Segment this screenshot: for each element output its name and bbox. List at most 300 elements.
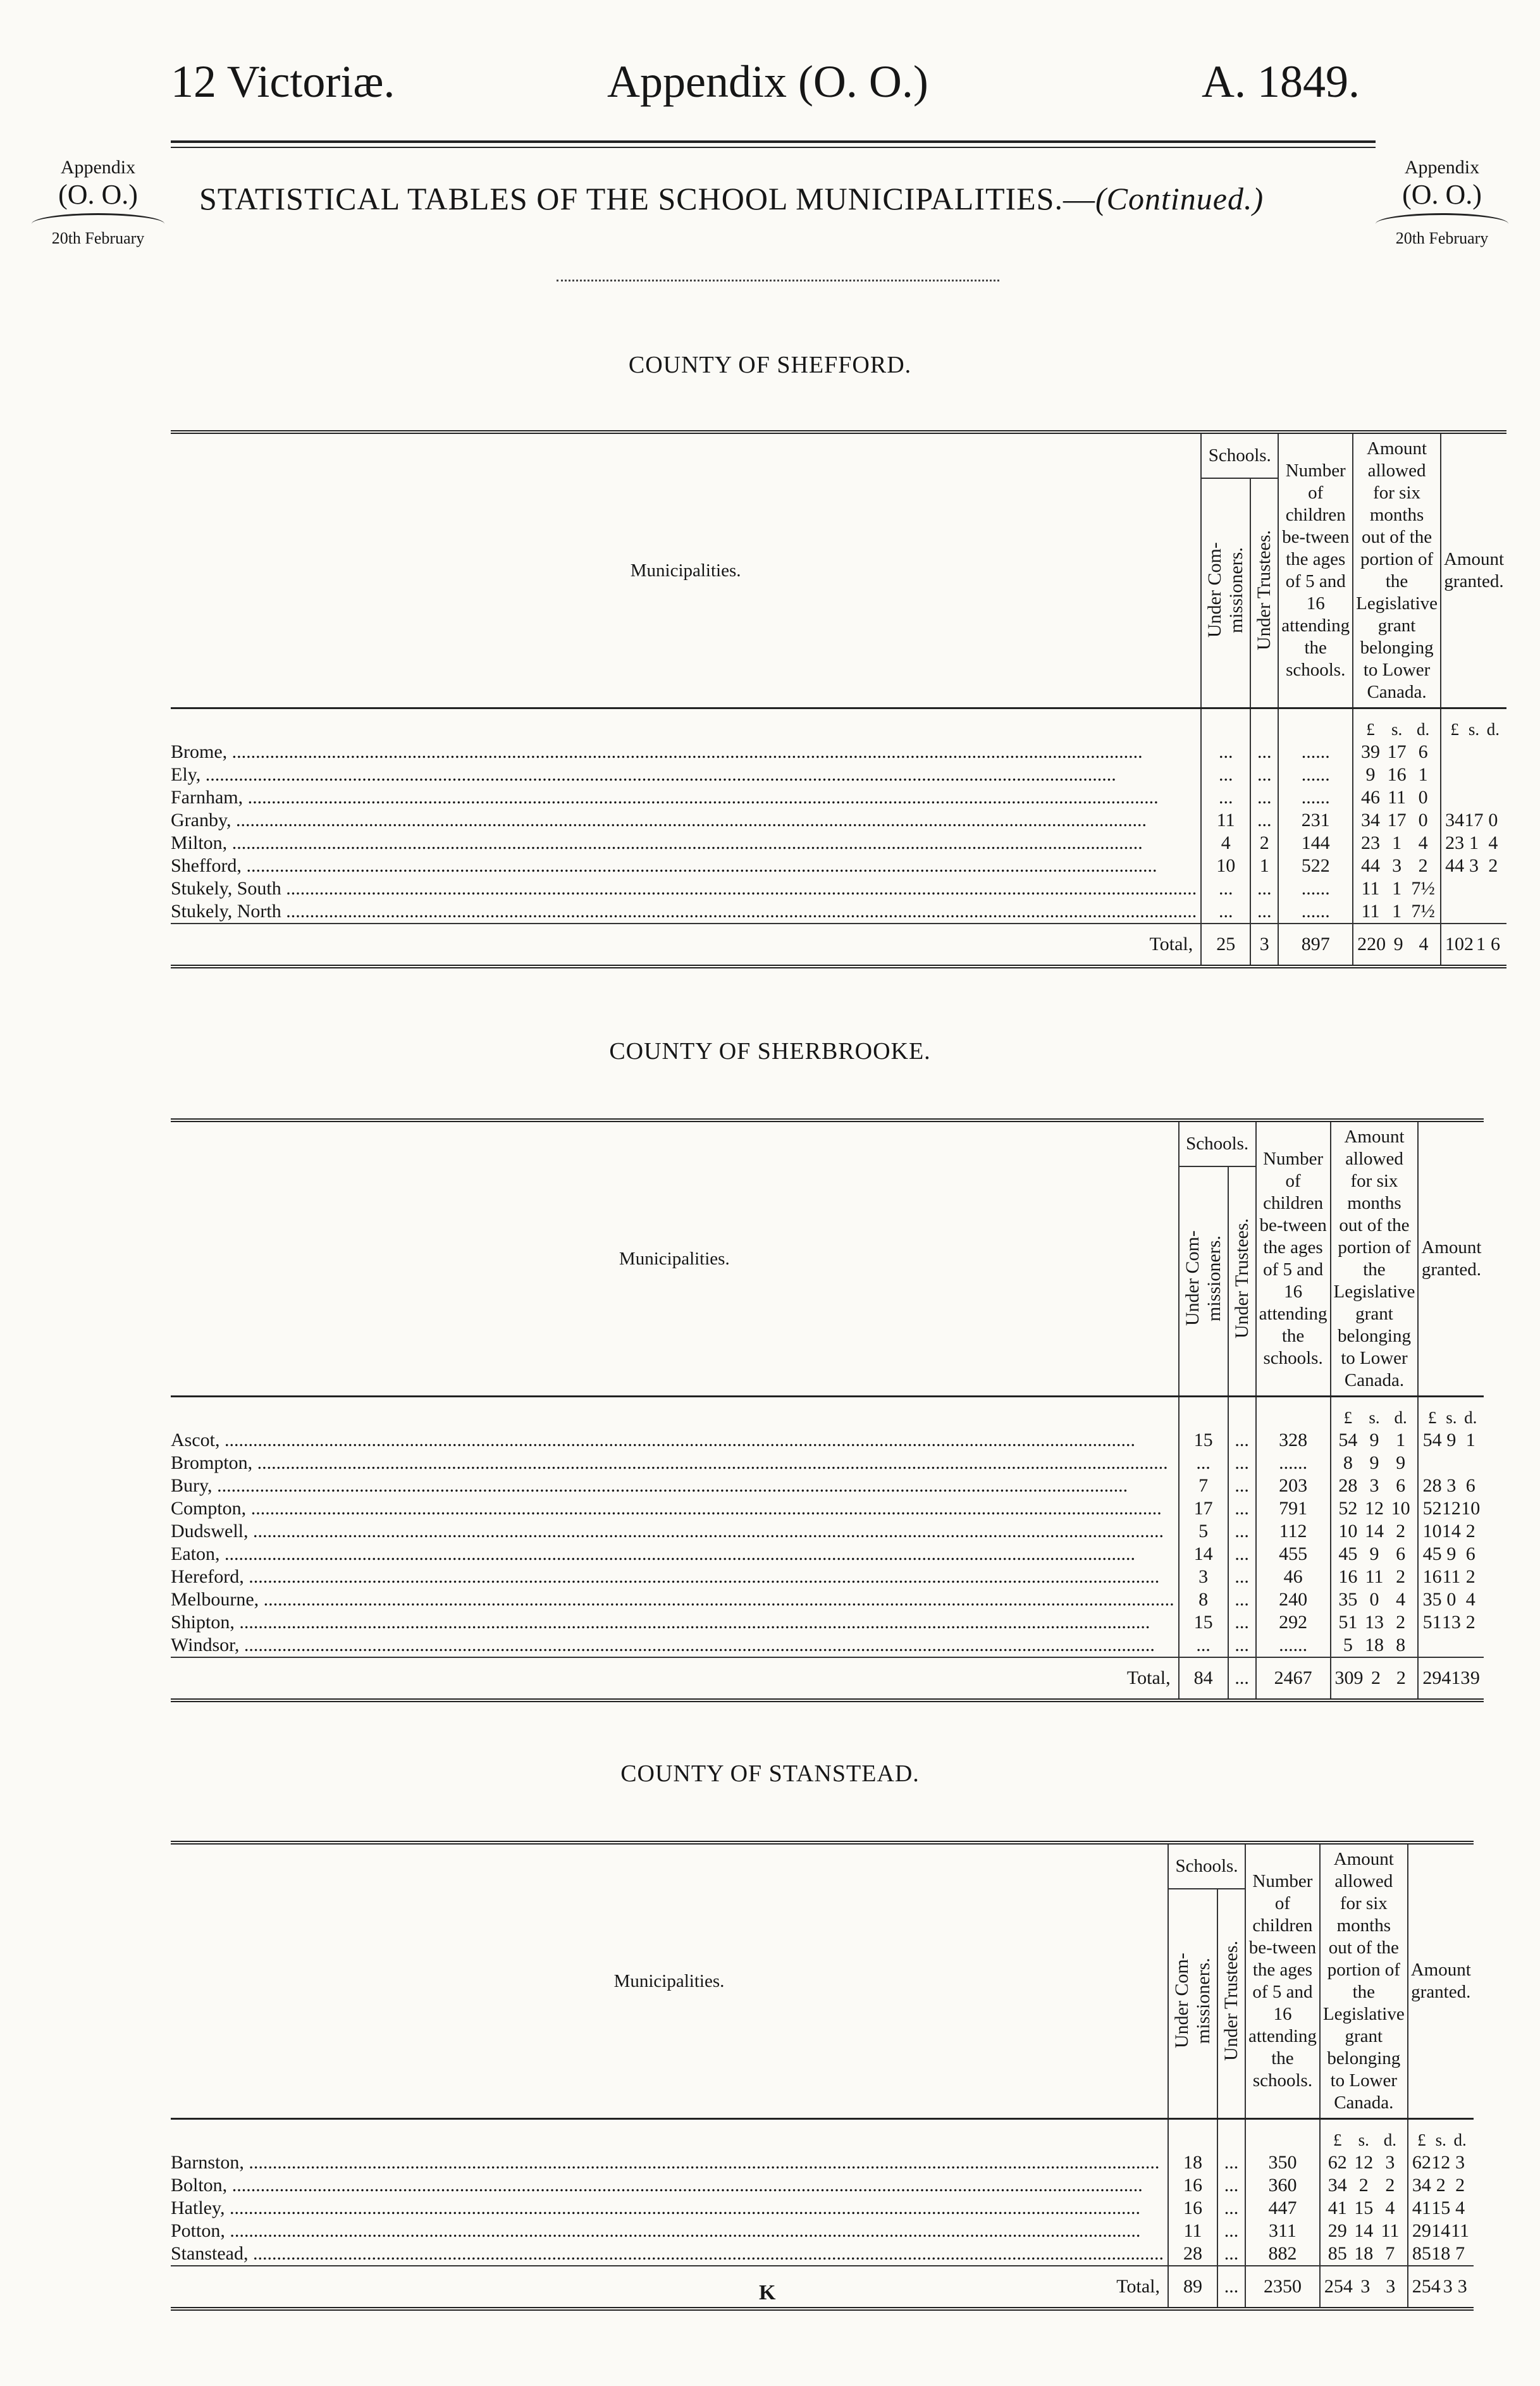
title-divider xyxy=(557,280,999,284)
shillings: 12 xyxy=(1431,2152,1451,2173)
pence: 1 xyxy=(1396,1430,1406,1450)
pounds: 34 xyxy=(1445,810,1465,831)
pence: 6 xyxy=(1418,741,1428,762)
header-rule-thin xyxy=(171,147,1376,148)
money-value xyxy=(1357,900,1436,923)
children-count: 350 xyxy=(1245,2151,1320,2174)
shillings: 9 xyxy=(1393,934,1403,955)
total-granted xyxy=(1408,2266,1474,2309)
money-value xyxy=(1422,1497,1480,1520)
pence: 0 xyxy=(1418,810,1428,831)
money-value xyxy=(1324,2151,1403,2174)
total-trustees: ... xyxy=(1228,1657,1256,1700)
col-municipalities: Municipalities. xyxy=(171,432,1201,708)
table-row xyxy=(171,1543,1484,1566)
pence: 2 xyxy=(1396,1521,1406,1542)
pence: 1 xyxy=(1465,1430,1475,1450)
shilling-unit: s. xyxy=(1391,720,1403,739)
children-count: 203 xyxy=(1256,1474,1331,1497)
money-value xyxy=(1335,1474,1414,1497)
title-continued: (Continued.) xyxy=(1095,181,1264,216)
trustees-count: ... xyxy=(1217,2174,1245,2197)
granted-units xyxy=(1441,708,1506,741)
pence: 9 xyxy=(1396,1452,1406,1473)
municipality-name: Granby, ..... xyxy=(171,809,1201,832)
shillings: 1 xyxy=(1476,934,1486,955)
shillings: 13 xyxy=(1451,1667,1470,1688)
money-value xyxy=(1324,2242,1403,2265)
pence: 6 xyxy=(1465,1475,1475,1496)
pounds: 35 xyxy=(1422,1589,1442,1610)
pence: 6 xyxy=(1396,1475,1406,1496)
shillings: 3 xyxy=(1392,855,1402,876)
total-trustees: ... xyxy=(1217,2266,1245,2309)
shillings: 14 xyxy=(1441,1521,1461,1542)
col-commissioners: Under Com-missioners. xyxy=(1201,478,1250,708)
pounds: 34 xyxy=(1360,810,1380,831)
unit-row xyxy=(171,1397,1484,1430)
pounds: 54 xyxy=(1338,1430,1358,1450)
commissioners-count: 11 xyxy=(1168,2220,1217,2242)
money-value xyxy=(1335,1520,1414,1543)
pence: 9 xyxy=(1470,1667,1480,1688)
pence: 4 xyxy=(1385,2197,1395,2218)
municipality-name: Bury, ..... xyxy=(171,1474,1179,1497)
sidenote-date: 20th February xyxy=(51,229,145,247)
total-label: Total, xyxy=(171,1657,1179,1700)
pounds: 52 xyxy=(1338,1498,1358,1519)
children-count: 46 xyxy=(1256,1566,1331,1588)
money-value xyxy=(1412,2220,1470,2242)
pounds: 10 xyxy=(1422,1521,1442,1542)
amount-granted xyxy=(1418,1634,1484,1657)
money-value xyxy=(1324,2197,1403,2220)
amount-granted xyxy=(1441,855,1506,877)
pounds: 11 xyxy=(1361,901,1380,922)
pounds: 34 xyxy=(1412,2175,1431,2196)
shillings: 15 xyxy=(1354,2197,1374,2218)
trustees-count: ... xyxy=(1217,2197,1245,2220)
commissioners-count: 3 xyxy=(1179,1566,1228,1588)
amount-granted xyxy=(1418,1520,1484,1543)
shillings: 1 xyxy=(1392,832,1402,853)
shillings: 12 xyxy=(1441,1498,1461,1519)
money-value xyxy=(1335,1611,1414,1634)
pounds: 62 xyxy=(1412,2152,1431,2173)
shillings: 18 xyxy=(1431,2243,1451,2264)
table-row xyxy=(171,741,1506,763)
total-commissioners: 89 xyxy=(1168,2266,1217,2309)
shillings: 14 xyxy=(1364,1521,1384,1542)
pounds: 54 xyxy=(1422,1430,1442,1450)
header-rule xyxy=(171,140,1376,143)
unit-row xyxy=(171,2119,1474,2152)
municipality-name: Hereford, ..... xyxy=(171,1566,1179,1588)
pounds: 16 xyxy=(1422,1566,1442,1587)
pound-unit: £ xyxy=(1333,2130,1342,2149)
shillings: 12 xyxy=(1364,1498,1384,1519)
money-value xyxy=(1445,855,1503,877)
pence: 6 xyxy=(1396,1543,1406,1564)
col-schools: Schools. xyxy=(1201,432,1278,478)
col-children: Number of children be-tween the ages of 5 and 16 attending the schools. xyxy=(1245,1843,1320,2119)
allowed-units xyxy=(1353,708,1441,741)
money-value xyxy=(1445,832,1503,855)
commissioners-count: ... xyxy=(1201,877,1250,900)
shillings: 18 xyxy=(1364,1635,1384,1655)
pounds: 9 xyxy=(1365,764,1376,785)
total-row xyxy=(171,924,1506,967)
money-value xyxy=(1357,786,1436,809)
pounds: 16 xyxy=(1338,1566,1358,1587)
pound-unit: £ xyxy=(1366,720,1375,739)
amount-allowed xyxy=(1320,2151,1408,2174)
table-row xyxy=(171,2197,1474,2220)
pounds: 85 xyxy=(1412,2243,1431,2264)
signature-mark: K xyxy=(759,2281,776,2304)
granted-units xyxy=(1418,1397,1484,1430)
header-center: Appendix (O. O.) xyxy=(607,56,928,107)
unit-row xyxy=(171,708,1506,741)
col-amount-allowed: Amount allowed for six months out of the portion of the Legislative grant belonging to Lower Canada. xyxy=(1320,1843,1408,2119)
shilling-unit: s. xyxy=(1358,2130,1369,2149)
amount-granted xyxy=(1408,2220,1474,2242)
pounds: 28 xyxy=(1338,1475,1358,1496)
trustees-count: ... xyxy=(1217,2220,1245,2242)
amount-allowed xyxy=(1331,1611,1419,1634)
pounds: 35 xyxy=(1338,1589,1358,1610)
trustees-count: ... xyxy=(1250,741,1278,763)
shillings: 3 xyxy=(1469,855,1479,876)
children-count: 328 xyxy=(1256,1429,1331,1452)
commissioners-count: 15 xyxy=(1179,1429,1228,1452)
municipality-name: Hatley, ..... xyxy=(171,2197,1168,2220)
granted-units xyxy=(1408,2119,1474,2152)
pence-unit: d. xyxy=(1394,1408,1407,1427)
amount-granted xyxy=(1441,900,1506,924)
pound-unit: £ xyxy=(1343,1408,1353,1427)
shilling-unit: s. xyxy=(1435,2130,1446,2149)
money-value xyxy=(1357,933,1436,956)
amount-allowed xyxy=(1331,1497,1419,1520)
pounds: 45 xyxy=(1422,1543,1442,1564)
municipality-name: Ascot, ..... xyxy=(171,1429,1179,1452)
commissioners-count: 7 xyxy=(1179,1474,1228,1497)
pence: 6 xyxy=(1465,1543,1475,1564)
municipality-name: Windsor, ..... xyxy=(171,1634,1179,1657)
municipality-name: Farnham, ..... xyxy=(171,786,1201,809)
amount-allowed xyxy=(1331,1452,1419,1474)
children-count: ...... xyxy=(1256,1634,1331,1657)
table-row xyxy=(171,2174,1474,2197)
amount-granted xyxy=(1418,1497,1484,1520)
shillings: 9 xyxy=(1369,1452,1379,1473)
pence: 2 xyxy=(1465,1566,1475,1587)
pence: 2 xyxy=(1465,1521,1475,1542)
pounds: 46 xyxy=(1360,787,1380,808)
shillings: 17 xyxy=(1387,741,1407,762)
total-row xyxy=(171,2266,1474,2309)
pounds: 51 xyxy=(1338,1612,1358,1633)
trustees-count: ... xyxy=(1228,1497,1256,1520)
trustees-count: ... xyxy=(1228,1429,1256,1452)
money-value xyxy=(1324,2174,1403,2197)
pence: 1 xyxy=(1418,764,1428,785)
amount-allowed xyxy=(1353,877,1441,900)
header-right: A. 1849. xyxy=(1202,56,1360,107)
pounds: 23 xyxy=(1360,832,1380,853)
shillings: 3 xyxy=(1446,1475,1457,1496)
county-table xyxy=(171,1841,1474,2311)
sidenote-label: Appendix xyxy=(60,157,136,178)
money-value xyxy=(1324,2220,1403,2242)
amount-allowed xyxy=(1331,1474,1419,1497)
children-count: 112 xyxy=(1256,1520,1331,1543)
amount-granted xyxy=(1441,809,1506,832)
shillings: 3 xyxy=(1369,1475,1379,1496)
trustees-count: ... xyxy=(1250,809,1278,832)
pounds: 220 xyxy=(1357,934,1386,955)
money-value xyxy=(1422,1543,1480,1566)
children-count: 360 xyxy=(1245,2174,1320,2197)
money-value xyxy=(1412,2275,1470,2298)
trustees-count: 1 xyxy=(1250,855,1278,877)
shillings: 14 xyxy=(1431,2220,1451,2241)
money-value xyxy=(1422,1566,1480,1588)
pounds: 41 xyxy=(1412,2197,1431,2218)
commissioners-count: ... xyxy=(1201,763,1250,786)
county-title: COUNTY OF SHERBROOKE. xyxy=(609,1038,931,1065)
table-row xyxy=(171,2220,1474,2242)
shillings: 1 xyxy=(1469,832,1479,853)
commissioners-count: 28 xyxy=(1168,2242,1217,2266)
table-row xyxy=(171,1452,1484,1474)
pounds: 44 xyxy=(1360,855,1380,876)
col-amount-granted: Amount granted. xyxy=(1408,1843,1474,2119)
pounds: 34 xyxy=(1327,2175,1347,2196)
amount-granted xyxy=(1418,1543,1484,1566)
pence: 7 xyxy=(1385,2243,1395,2264)
money-value xyxy=(1357,763,1436,786)
trustees-count: ... xyxy=(1228,1588,1256,1611)
total-label: Total, xyxy=(171,2266,1168,2309)
pence-unit: d. xyxy=(1486,720,1500,739)
municipality-name: Stanstead, ..... xyxy=(171,2242,1168,2266)
commissioners-count: ... xyxy=(1201,741,1250,763)
pounds: 41 xyxy=(1327,2197,1347,2218)
amount-allowed xyxy=(1320,2220,1408,2242)
pence: 2 xyxy=(1385,2175,1395,2196)
total-label: Total, xyxy=(171,924,1201,967)
shillings: 0 xyxy=(1369,1589,1379,1610)
shillings: 0 xyxy=(1446,1589,1457,1610)
shilling-unit: s. xyxy=(1468,720,1480,739)
trustees-count: ... xyxy=(1228,1520,1256,1543)
children-count: 240 xyxy=(1256,1588,1331,1611)
amount-granted xyxy=(1408,2242,1474,2266)
amount-granted xyxy=(1441,832,1506,855)
amount-allowed xyxy=(1331,1543,1419,1566)
sidenote-right xyxy=(1360,157,1524,248)
allowed-units xyxy=(1331,1397,1419,1430)
municipality-name: Stukely, South ..... xyxy=(171,877,1201,900)
trustees-count: ... xyxy=(1228,1611,1256,1634)
pounds: 45 xyxy=(1338,1543,1358,1564)
pence: 6 xyxy=(1491,934,1501,955)
commissioners-count: ... xyxy=(1179,1634,1228,1657)
shillings: 11 xyxy=(1388,787,1407,808)
amount-granted xyxy=(1418,1429,1484,1452)
shillings: 2 xyxy=(1358,2175,1369,2196)
pence: 3 xyxy=(1455,2152,1465,2173)
table-row xyxy=(171,2151,1474,2174)
money-value xyxy=(1422,1667,1480,1690)
table-row xyxy=(171,832,1506,855)
amount-granted xyxy=(1408,2197,1474,2220)
county-title: COUNTY OF STANSTEAD. xyxy=(620,1760,920,1787)
col-trustees: Under Trustees. xyxy=(1228,1166,1256,1396)
table-row xyxy=(171,900,1506,924)
municipality-name: Eaton, ..... xyxy=(171,1543,1179,1566)
amount-allowed xyxy=(1353,763,1441,786)
pence: 2 xyxy=(1488,855,1498,876)
money-value xyxy=(1422,1429,1480,1452)
children-count: 882 xyxy=(1245,2242,1320,2266)
total-granted xyxy=(1441,924,1506,967)
page-title xyxy=(199,180,1264,217)
trustees-count: ... xyxy=(1250,786,1278,809)
brace-mark xyxy=(32,213,164,224)
pence: 11 xyxy=(1451,2220,1470,2241)
pence-unit: d. xyxy=(1453,2130,1467,2149)
amount-granted xyxy=(1408,2151,1474,2174)
pence: 4 xyxy=(1418,832,1428,853)
col-schools: Schools. xyxy=(1168,1843,1245,1889)
pence: 4 xyxy=(1419,934,1429,955)
table-row xyxy=(171,1474,1484,1497)
pence: 3 xyxy=(1385,2152,1395,2173)
total-trustees: 3 xyxy=(1250,924,1278,967)
commissioners-count: 11 xyxy=(1201,809,1250,832)
county-title: COUNTY OF SHEFFORD. xyxy=(628,352,912,378)
amount-allowed xyxy=(1353,855,1441,877)
pence: 4 xyxy=(1488,832,1498,853)
shillings: 3 xyxy=(1360,2276,1371,2297)
pence: 7½ xyxy=(1411,878,1435,899)
table-row xyxy=(171,763,1506,786)
pound-unit: £ xyxy=(1417,2130,1426,2149)
amount-allowed xyxy=(1320,2197,1408,2220)
trustees-count: 2 xyxy=(1250,832,1278,855)
municipality-name: Shipton, ..... xyxy=(171,1611,1179,1634)
table-row xyxy=(171,1566,1484,1588)
sidenote-code: (O. O.) xyxy=(1402,179,1482,210)
amount-allowed xyxy=(1353,900,1441,924)
amount-granted xyxy=(1418,1588,1484,1611)
money-value xyxy=(1422,1520,1480,1543)
table-row xyxy=(171,2242,1474,2266)
shillings: 9 xyxy=(1446,1543,1457,1564)
trustees-count: ... xyxy=(1228,1543,1256,1566)
shillings: 3 xyxy=(1443,2276,1453,2297)
amount-allowed xyxy=(1353,786,1441,809)
county-table xyxy=(171,1118,1484,1702)
shillings: 1 xyxy=(1392,901,1402,922)
col-commissioners: Under Com-missioners. xyxy=(1168,1889,1217,2118)
table-row xyxy=(171,877,1506,900)
brace-mark xyxy=(1376,213,1508,224)
pence: 8 xyxy=(1396,1635,1406,1655)
col-children: Number of children be-tween the ages of 5 and 16 attending the schools. xyxy=(1256,1120,1331,1397)
amount-granted xyxy=(1418,1611,1484,1634)
municipality-name: Brompton, ..... xyxy=(171,1452,1179,1474)
shillings: 12 xyxy=(1354,2152,1374,2173)
shillings: 18 xyxy=(1354,2243,1374,2264)
pounds: 8 xyxy=(1343,1452,1353,1473)
money-value xyxy=(1335,1566,1414,1588)
shillings: 1 xyxy=(1392,878,1402,899)
total-granted xyxy=(1418,1657,1484,1700)
pence: 2 xyxy=(1396,1612,1406,1633)
children-count: ...... xyxy=(1278,900,1353,924)
trustees-count: ... xyxy=(1217,2151,1245,2174)
trustees-count: ... xyxy=(1250,763,1278,786)
amount-allowed xyxy=(1353,809,1441,832)
children-count: ...... xyxy=(1278,741,1353,763)
col-amount-granted: Amount granted. xyxy=(1441,432,1506,708)
commissioners-count: 17 xyxy=(1179,1497,1228,1520)
amount-granted xyxy=(1418,1474,1484,1497)
money-value xyxy=(1412,2197,1470,2220)
money-value xyxy=(1335,1588,1414,1611)
shillings: 2 xyxy=(1436,2175,1446,2196)
trustees-count: ... xyxy=(1228,1566,1256,1588)
shillings: 17 xyxy=(1387,810,1407,831)
commissioners-count: 15 xyxy=(1179,1611,1228,1634)
pence-unit: d. xyxy=(1417,720,1430,739)
shillings: 11 xyxy=(1365,1566,1384,1587)
pounds: 52 xyxy=(1422,1498,1442,1519)
money-value xyxy=(1422,1474,1480,1497)
shilling-unit: s. xyxy=(1369,1408,1380,1427)
children-count: ...... xyxy=(1278,786,1353,809)
total-allowed xyxy=(1353,924,1441,967)
pence: 2 xyxy=(1396,1667,1406,1688)
shillings: 13 xyxy=(1364,1612,1384,1633)
col-trustees: Under Trustees. xyxy=(1217,1889,1245,2118)
shillings: 16 xyxy=(1387,764,1407,785)
trustees-count: ... xyxy=(1250,877,1278,900)
pence: 3 xyxy=(1457,2276,1467,2297)
shillings: 14 xyxy=(1354,2220,1374,2241)
total-allowed xyxy=(1331,1657,1419,1700)
amount-allowed xyxy=(1331,1588,1419,1611)
col-commissioners: Under Com-missioners. xyxy=(1179,1166,1228,1396)
amount-allowed xyxy=(1331,1566,1419,1588)
total-children: 2350 xyxy=(1245,2266,1320,2309)
pence: 2 xyxy=(1465,1612,1475,1633)
amount-allowed xyxy=(1353,832,1441,855)
money-value xyxy=(1357,809,1436,832)
total-commissioners: 84 xyxy=(1179,1657,1228,1700)
children-count: ...... xyxy=(1278,763,1353,786)
pence: 2 xyxy=(1455,2175,1465,2196)
money-value xyxy=(1335,1429,1414,1452)
pence: 4 xyxy=(1455,2197,1465,2218)
money-value xyxy=(1445,809,1503,832)
table-row xyxy=(171,809,1506,832)
commissioners-count: ... xyxy=(1201,786,1250,809)
